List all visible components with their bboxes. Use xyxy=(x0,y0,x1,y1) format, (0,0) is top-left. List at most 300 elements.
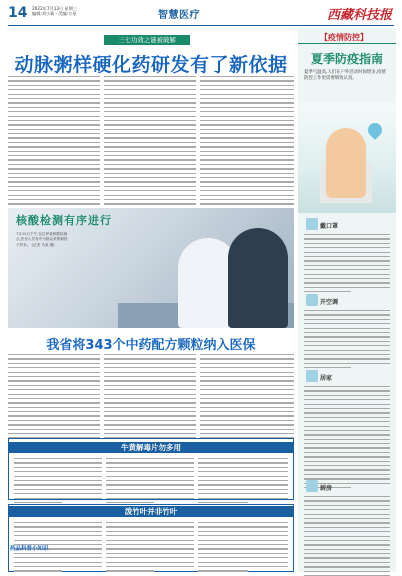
text-line xyxy=(8,407,100,408)
text-line xyxy=(104,394,196,395)
text-line xyxy=(304,456,390,457)
text-line xyxy=(198,531,288,532)
text-line xyxy=(304,549,390,550)
text-line xyxy=(8,151,100,152)
text-line xyxy=(8,433,100,434)
text-line xyxy=(304,332,390,333)
text-line xyxy=(304,386,390,387)
text-line xyxy=(8,124,100,125)
text-line xyxy=(304,404,390,405)
box2-body-col3 xyxy=(198,522,288,575)
text-line xyxy=(200,80,294,81)
text-line xyxy=(8,389,100,390)
text-line xyxy=(200,177,294,178)
text-line xyxy=(200,120,294,121)
text-line xyxy=(304,328,390,329)
text-line xyxy=(14,540,102,541)
text-line xyxy=(104,116,196,117)
text-line xyxy=(14,522,102,523)
text-line xyxy=(304,544,390,545)
text-line xyxy=(8,203,100,204)
text-line xyxy=(304,390,390,391)
text-line xyxy=(200,415,294,416)
text-line xyxy=(200,380,294,381)
text-line xyxy=(304,536,390,537)
text-line xyxy=(104,133,196,134)
text-line xyxy=(200,199,294,200)
text-line xyxy=(8,376,100,377)
text-line xyxy=(106,548,194,549)
text-line xyxy=(106,502,154,503)
text-line xyxy=(304,439,390,440)
photo-credit: (记者 马某 摄) xyxy=(31,242,55,247)
text-line xyxy=(200,385,294,386)
text-line xyxy=(104,177,196,178)
text-line xyxy=(304,282,390,283)
text-line xyxy=(304,350,390,351)
text-line xyxy=(8,173,100,174)
page-header xyxy=(8,4,394,26)
article-headline: 动脉粥样硬化药研发有了新依据 xyxy=(14,54,288,76)
article-body-col3 xyxy=(200,76,294,212)
box-pozhuye-title: 泼竹叶并非竹叶 xyxy=(8,506,294,517)
sidebar-section-kitchen: 厨房 xyxy=(320,485,333,492)
text-line xyxy=(8,354,100,355)
text-line xyxy=(8,424,100,425)
text-line xyxy=(304,367,351,368)
text-line xyxy=(200,394,294,395)
text-line xyxy=(104,76,196,77)
water-drop-icon xyxy=(365,120,385,140)
text-line xyxy=(8,133,100,134)
text-line xyxy=(104,146,196,147)
text-line xyxy=(198,522,288,523)
text-line xyxy=(104,155,196,156)
text-line xyxy=(104,102,196,103)
box1-body-col3 xyxy=(198,458,288,506)
text-line xyxy=(304,291,351,292)
text-line xyxy=(198,458,288,459)
text-line xyxy=(106,462,194,463)
photo-caption-text: 7月12日下午,在拉萨某核酸检测点,医务人员有序为群众采集咽拭子样本。 xyxy=(16,232,68,247)
text-line xyxy=(304,408,390,409)
text-line xyxy=(8,190,100,191)
text-line xyxy=(8,111,100,112)
article-kicker: 三七功效之谜被破解 xyxy=(104,35,190,45)
text-line xyxy=(200,89,294,90)
text-line xyxy=(106,544,194,545)
photo-figure-person xyxy=(228,228,288,328)
text-line xyxy=(8,76,100,77)
text-line xyxy=(104,120,196,121)
sidebar-illustration xyxy=(298,103,396,213)
text-line xyxy=(200,173,294,174)
text-line xyxy=(304,412,390,413)
text-line xyxy=(304,363,390,364)
text-line xyxy=(106,498,194,499)
box2-body-col2 xyxy=(106,522,194,575)
text-line xyxy=(104,151,196,152)
text-line xyxy=(14,502,62,503)
text-line xyxy=(200,190,294,191)
text-line xyxy=(104,363,196,364)
text-line xyxy=(200,358,294,359)
text-line xyxy=(8,116,100,117)
text-line xyxy=(14,462,102,463)
text-line xyxy=(8,98,100,99)
text-line xyxy=(106,484,194,485)
text-line xyxy=(106,493,194,494)
text-line xyxy=(104,164,196,165)
text-line xyxy=(8,429,100,430)
text-line xyxy=(304,252,390,253)
text-line xyxy=(104,358,196,359)
date-line: 2022年7月13日 星期三 xyxy=(32,6,78,11)
text-line xyxy=(304,256,390,257)
sidebar-tag xyxy=(298,32,396,44)
text-line xyxy=(8,358,100,359)
text-line xyxy=(8,394,100,395)
sidebar-section-aircon: 开空调 xyxy=(320,299,339,306)
text-line xyxy=(106,535,194,536)
text-line xyxy=(200,424,294,425)
sidebar-tag-text: 【疫情防控】 xyxy=(320,33,368,42)
sidebar-aircon-body xyxy=(304,310,390,371)
text-line xyxy=(200,129,294,130)
text-line xyxy=(8,129,100,130)
text-line xyxy=(104,411,196,412)
sidebar-epidemic xyxy=(298,28,396,572)
text-line xyxy=(200,407,294,408)
text-line xyxy=(106,522,194,523)
text-line xyxy=(304,336,390,337)
text-line xyxy=(8,94,100,95)
sidebar-section-home: 居家 xyxy=(320,375,333,382)
text-line xyxy=(200,433,294,434)
box1-body-col2 xyxy=(106,458,194,506)
text-line xyxy=(304,469,390,470)
text-line xyxy=(198,471,288,472)
text-line xyxy=(200,195,294,196)
text-line xyxy=(304,417,390,418)
text-line xyxy=(198,557,288,558)
editor-line: 编辑:刘小新 · 美编:方星 xyxy=(32,11,77,17)
text-line xyxy=(200,181,294,182)
text-line xyxy=(14,531,102,532)
text-line xyxy=(304,319,390,320)
text-line xyxy=(198,548,288,549)
text-line xyxy=(200,372,294,373)
text-line xyxy=(106,489,194,490)
science-logo: 药品科普小知识 xyxy=(10,546,49,552)
text-line xyxy=(106,531,194,532)
sidebar-mask-body xyxy=(304,234,390,295)
text-line xyxy=(106,476,194,477)
text-line xyxy=(104,402,196,403)
text-line xyxy=(200,124,294,125)
text-line xyxy=(8,120,100,121)
text-line xyxy=(104,94,196,95)
text-line xyxy=(200,429,294,430)
text-line xyxy=(200,116,294,117)
aircon-icon xyxy=(306,294,318,306)
text-line xyxy=(106,562,194,563)
mask-icon xyxy=(306,218,318,230)
text-line xyxy=(304,500,390,501)
text-line xyxy=(198,535,288,536)
text-line xyxy=(104,389,196,390)
text-line xyxy=(198,484,288,485)
article-body-col1 xyxy=(8,76,100,212)
text-line xyxy=(104,372,196,373)
text-line xyxy=(304,531,390,532)
text-line xyxy=(14,557,102,558)
text-line xyxy=(198,570,248,571)
text-line xyxy=(104,367,196,368)
text-line xyxy=(104,129,196,130)
article-body-col2 xyxy=(104,76,196,212)
text-line xyxy=(104,173,196,174)
text-line xyxy=(200,94,294,95)
text-line xyxy=(304,474,390,475)
text-line xyxy=(8,137,100,138)
text-line xyxy=(304,247,390,248)
text-line xyxy=(200,402,294,403)
sidebar-intro: 夏季气温高,人们在户外活动时间增多,疫情防控工作更需要细致认真。 xyxy=(304,70,386,81)
text-line xyxy=(14,484,102,485)
text-line xyxy=(200,159,294,160)
text-line xyxy=(198,498,288,499)
text-line xyxy=(200,102,294,103)
text-line xyxy=(8,195,100,196)
text-line xyxy=(198,553,288,554)
text-line xyxy=(200,107,294,108)
text-line xyxy=(14,471,102,472)
text-line xyxy=(104,424,196,425)
text-line xyxy=(198,526,288,527)
text-line xyxy=(104,124,196,125)
text-line xyxy=(8,155,100,156)
date-info xyxy=(32,6,102,16)
text-line xyxy=(304,518,390,519)
text-line xyxy=(304,452,390,453)
photo-caption xyxy=(16,232,68,248)
text-line xyxy=(304,553,390,554)
text-line xyxy=(106,540,194,541)
text-line xyxy=(198,462,288,463)
text-line xyxy=(104,159,196,160)
text-line xyxy=(104,415,196,416)
page-number: 14 xyxy=(8,5,28,21)
text-line xyxy=(304,496,390,497)
text-line xyxy=(8,89,100,90)
text-line xyxy=(8,107,100,108)
text-line xyxy=(14,562,102,563)
text-line xyxy=(304,571,390,572)
text-line xyxy=(304,238,390,239)
text-line xyxy=(104,429,196,430)
text-line xyxy=(8,102,100,103)
text-line xyxy=(200,98,294,99)
text-line xyxy=(106,471,194,472)
text-line xyxy=(200,164,294,165)
text-line xyxy=(8,398,100,399)
text-line xyxy=(304,314,390,315)
paper-name: 西藏科技报 xyxy=(326,8,392,23)
text-line xyxy=(14,467,102,468)
text-line xyxy=(104,195,196,196)
text-line xyxy=(8,181,100,182)
text-line xyxy=(104,186,196,187)
text-line xyxy=(200,168,294,169)
photo-overlay-title: 核酸检测有序进行 xyxy=(16,214,112,227)
text-line xyxy=(106,480,194,481)
text-line xyxy=(104,142,196,143)
text-line xyxy=(304,509,390,510)
text-line xyxy=(304,447,390,448)
text-line xyxy=(200,376,294,377)
text-line xyxy=(8,411,100,412)
text-line xyxy=(304,465,390,466)
text-line xyxy=(304,395,390,396)
text-line xyxy=(304,345,390,346)
text-line xyxy=(198,540,288,541)
text-line xyxy=(198,489,288,490)
text-line xyxy=(304,278,390,279)
sidebar-section-mask: 戴口罩 xyxy=(320,223,339,230)
text-line xyxy=(200,137,294,138)
text-line xyxy=(14,476,102,477)
sidebar-title: 夏季防疫指南 xyxy=(310,52,383,66)
box1-body-col1 xyxy=(14,458,102,506)
text-line xyxy=(304,505,390,506)
text-line xyxy=(8,199,100,200)
text-line xyxy=(14,480,102,481)
text-line xyxy=(200,354,294,355)
text-line xyxy=(104,80,196,81)
text-line xyxy=(8,402,100,403)
text-line xyxy=(304,265,390,266)
text-line xyxy=(106,566,194,567)
text-line xyxy=(8,146,100,147)
text-line xyxy=(104,380,196,381)
text-line xyxy=(200,111,294,112)
text-line xyxy=(8,186,100,187)
text-line xyxy=(104,407,196,408)
text-line xyxy=(8,415,100,416)
text-line xyxy=(104,98,196,99)
text-line xyxy=(8,85,100,86)
text-line xyxy=(304,341,390,342)
text-line xyxy=(200,203,294,204)
text-line xyxy=(304,540,390,541)
text-line xyxy=(200,420,294,421)
text-line xyxy=(106,557,194,558)
text-line xyxy=(200,363,294,364)
text-line xyxy=(106,526,194,527)
box-niuhuang-title: 牛黄解毒片勿多用 xyxy=(8,442,294,453)
text-line xyxy=(200,146,294,147)
text-line xyxy=(104,85,196,86)
text-line xyxy=(8,177,100,178)
text-line xyxy=(104,168,196,169)
text-line xyxy=(104,376,196,377)
text-line xyxy=(200,133,294,134)
text-line xyxy=(304,514,390,515)
text-line xyxy=(104,199,196,200)
text-line xyxy=(198,493,288,494)
text-line xyxy=(8,159,100,160)
section-title: 智慧医疗 xyxy=(158,10,200,21)
text-line xyxy=(14,570,62,571)
text-line xyxy=(14,458,102,459)
text-line xyxy=(304,310,390,311)
text-line xyxy=(104,181,196,182)
text-line xyxy=(198,502,248,503)
text-line xyxy=(304,354,390,355)
text-line xyxy=(200,367,294,368)
text-line xyxy=(104,107,196,108)
text-line xyxy=(14,493,102,494)
text-line xyxy=(104,398,196,399)
text-line xyxy=(106,570,154,571)
text-line xyxy=(8,367,100,368)
text-line xyxy=(104,89,196,90)
text-line xyxy=(200,151,294,152)
text-line xyxy=(304,243,390,244)
text-line xyxy=(304,527,390,528)
text-line xyxy=(304,274,390,275)
text-line xyxy=(8,80,100,81)
text-line xyxy=(104,420,196,421)
text-line xyxy=(200,398,294,399)
text-line xyxy=(304,358,390,359)
text-line xyxy=(104,354,196,355)
illustration-person xyxy=(326,128,366,198)
text-line xyxy=(8,372,100,373)
second-headline: 我省将343个中药配方颗粒纳入医保 xyxy=(46,338,256,353)
text-line xyxy=(198,476,288,477)
text-line xyxy=(198,544,288,545)
text-line xyxy=(200,85,294,86)
text-line xyxy=(304,426,390,427)
text-line xyxy=(304,562,390,563)
home-icon xyxy=(306,370,318,382)
text-line xyxy=(304,566,390,567)
text-line xyxy=(304,399,390,400)
sidebar-home-body xyxy=(304,386,390,491)
text-line xyxy=(106,553,194,554)
text-line xyxy=(104,111,196,112)
text-line xyxy=(200,155,294,156)
text-line xyxy=(104,137,196,138)
text-line xyxy=(104,190,196,191)
text-line xyxy=(8,420,100,421)
text-line xyxy=(304,323,390,324)
text-line xyxy=(304,260,390,261)
text-line xyxy=(304,443,390,444)
text-line xyxy=(304,234,390,235)
text-line xyxy=(200,389,294,390)
text-line xyxy=(200,411,294,412)
text-line xyxy=(304,430,390,431)
text-line xyxy=(304,269,390,270)
text-line xyxy=(8,380,100,381)
text-line xyxy=(198,562,288,563)
text-line xyxy=(104,433,196,434)
text-line xyxy=(304,522,390,523)
text-line xyxy=(14,489,102,490)
